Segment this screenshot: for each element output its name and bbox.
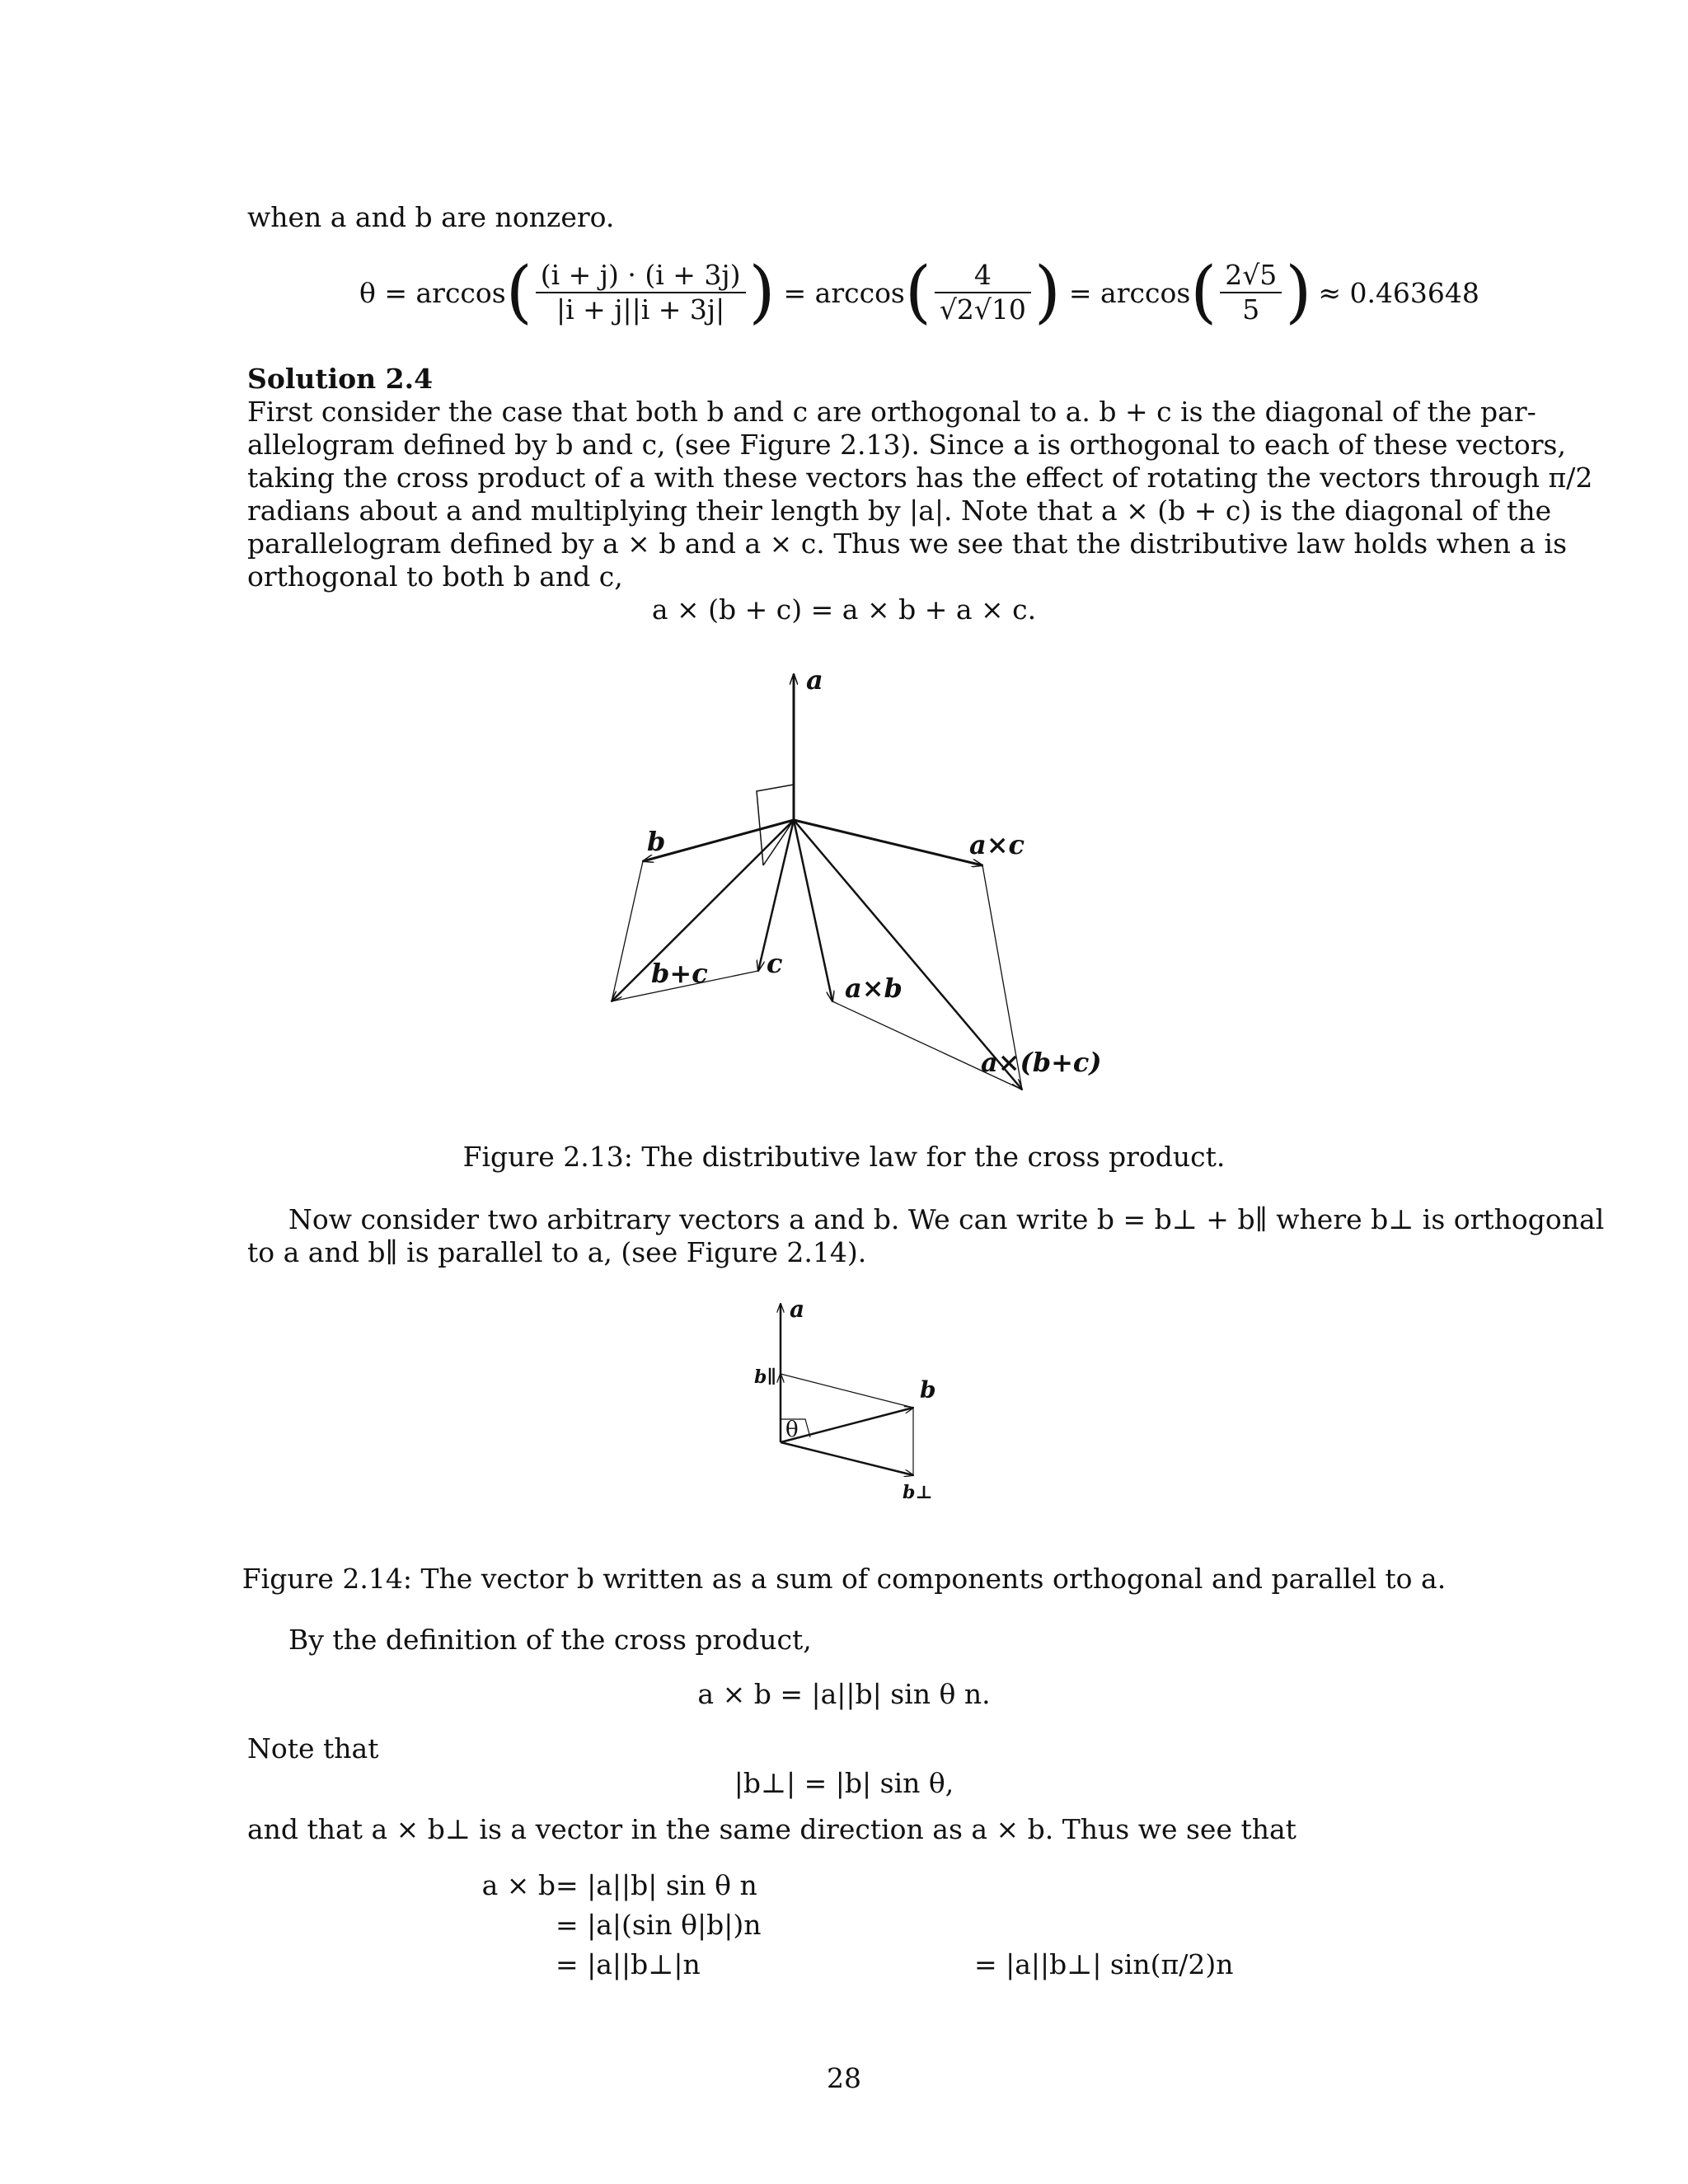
figure-2-13-diagram (560, 659, 1137, 1104)
label-b: b (647, 826, 666, 857)
vector-b-2 (781, 1408, 913, 1442)
definition-line: By the definition of the cross product, (288, 1624, 812, 1656)
vector-b (643, 820, 794, 861)
para-edge-1 (612, 861, 643, 1001)
label-a-cross-b-plus-c: a×(b+c) (981, 1047, 1102, 1078)
figure-2-14-diagram (725, 1286, 973, 1516)
label-theta: θ (785, 1418, 799, 1442)
derivation-lhs: a × b (481, 1869, 556, 1901)
theta-frac1-den: |i + j||i + 3j| (556, 293, 725, 326)
theta-frac2 (935, 259, 1031, 326)
solution-line-2: allelogram defined by b and c, (see Figure 2.13). Since a is orthogonal to each of these vectors, (247, 429, 1566, 461)
paren-left-2: ( (904, 253, 931, 331)
label-b-parallel: b∥ (754, 1366, 777, 1388)
solution-line-3: taking the cross product of a with these vectors has the effect of rotating the vectors through π/2 (247, 462, 1593, 494)
paren-right-3: ) (1285, 253, 1312, 331)
theta-frac3 (1220, 259, 1282, 326)
b-perp-equation: |b⊥| = |b| sin θ, (734, 1767, 954, 1799)
label-c: c (767, 948, 783, 979)
theta-eq-approx: ≈ 0.463648 (1318, 276, 1479, 309)
solution-paragraph (247, 396, 1593, 593)
and-that-line: and that a × b⊥ is a vector in the same direction as a × b. Thus we see that (247, 1813, 1296, 1845)
label-a: a (806, 664, 823, 696)
derivation-line-2: = |a|(sin θ|b|)n (556, 1909, 762, 1941)
theta-frac1 (536, 259, 746, 326)
cross-product-definition: a × b = |a||b| sin θ n. (697, 1678, 991, 1710)
vector-b-perp (781, 1442, 913, 1475)
theta-eq-eq2: = arccos (783, 276, 905, 309)
paragraph-2 (247, 1203, 1605, 1269)
paren-left-3: ( (1190, 253, 1217, 331)
theta-eq-eq3: = arccos (1068, 276, 1191, 309)
derivation-line-1: = |a||b| sin θ n (556, 1869, 757, 1901)
label-b-2: b (920, 1376, 936, 1404)
solution-line-1: First consider the case that both b and c are orthogonal to a. b + c is the diagonal of the par- (247, 396, 1536, 428)
page-number: 28 (827, 2062, 861, 2094)
theta-frac3-num: 2√5 (1220, 259, 1282, 293)
distributive-equation: a × (b + c) = a × b + a × c. (651, 593, 1037, 626)
theta-frac3-den: 5 (1242, 293, 1260, 326)
label-b-plus-c: b+c (651, 958, 708, 989)
figure-2-13-caption: Figure 2.13: The distributive law for the cross product. (462, 1141, 1226, 1173)
label-a-2: a (790, 1296, 805, 1323)
intro-line: when a and b are nonzero. (247, 201, 615, 233)
para2-line-2: to a and b∥ is parallel to a, (see Figure 2.14). (247, 1236, 867, 1268)
label-a-cross-b: a×b (845, 972, 903, 1004)
theta-eq-lhs: θ = arccos (359, 276, 506, 309)
solution-line-5: parallelogram defined by a × b and a × c. Thus we see that the distributive law holds when a is (247, 527, 1568, 560)
paren-left: ( (505, 253, 532, 331)
vector-a-cross-c (794, 820, 982, 865)
solution-heading: Solution 2.4 (247, 363, 434, 395)
vector-a-cross-b (794, 820, 832, 1001)
theta-frac1-num: (i + j) · (i + 3j) (536, 259, 746, 293)
theta-equation (359, 247, 1479, 338)
solution-line-6: orthogonal to both b and c, (247, 560, 623, 593)
theta-frac2-den: √2√10 (939, 293, 1026, 326)
paren-right-2: ) (1034, 253, 1061, 331)
derivation-line-3-right: = |a||b⊥| sin(π/2)n (974, 1948, 1234, 1980)
paren-right: ) (748, 253, 776, 331)
solution-line-4: radians about a and multiplying their length by |a|. Note that a × (b + c) is the diagonal of the (247, 494, 1552, 527)
note-that: Note that (247, 1732, 379, 1765)
para2-line-1: Now consider two arbitrary vectors a and b. We can write b = b⊥ + b∥ where b⊥ is orthogonal (288, 1203, 1605, 1235)
fig2-thin-edge-1 (781, 1374, 913, 1408)
figure-2-14-caption: Figure 2.14: The vector b written as a sum of components orthogonal and parallel to a. (241, 1563, 1447, 1595)
label-b-perp: b⊥ (903, 1482, 933, 1503)
derivation-line-3: = |a||b⊥|n (556, 1948, 701, 1980)
theta-frac2-num: 4 (935, 259, 1031, 293)
label-a-cross-c: a×c (969, 829, 1025, 860)
